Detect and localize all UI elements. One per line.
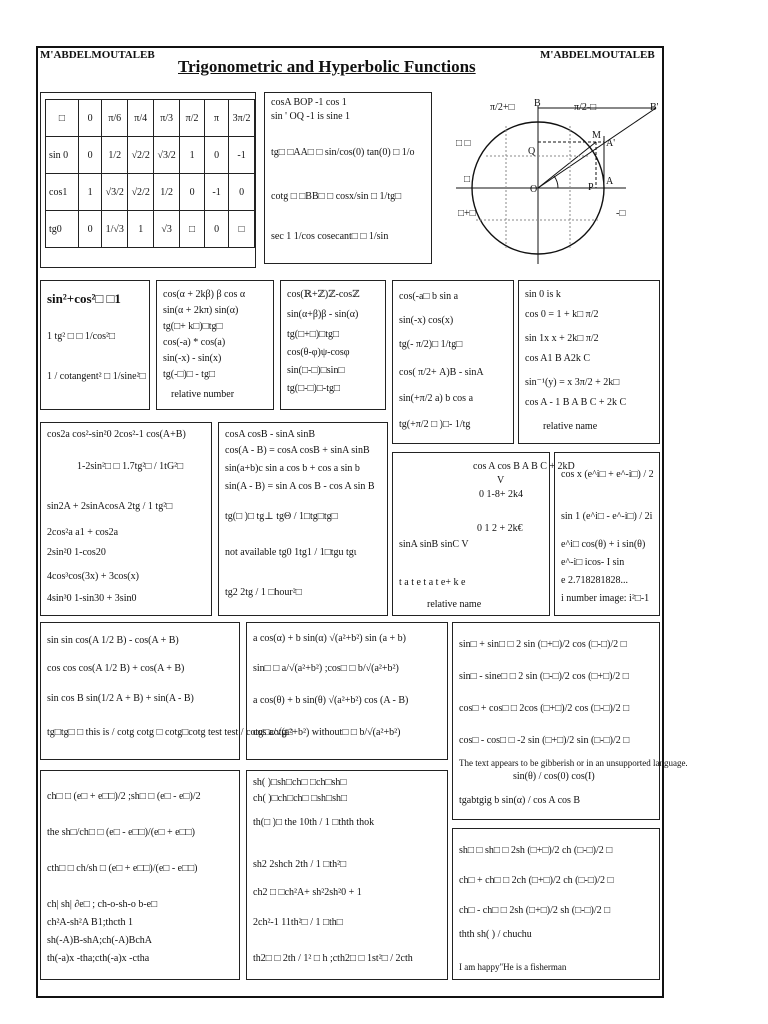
table-cell: 0 [78,100,101,137]
formula-line: ch²A-sh²A B1;thcth 1 [47,917,133,928]
table-cell: 3π/2 [229,100,255,137]
formula-line: tg(- π/2)□ 1/tg□ [399,339,463,350]
pythagorean-box [40,280,150,410]
formula-line: sin(-x) cos(x) [399,315,454,326]
formula-line: sec 1 1/cos cosecant□ □ 1/sin [271,231,389,242]
table-cell: □ [229,211,255,248]
formula-line: sin sin cos(A 1/2 B) - cos(A + B) [47,635,179,646]
formula-line: i number image: i²□-1 [561,593,650,604]
table-cell: tg0 [46,211,79,248]
formula-line: cos(-a□ b sin a [399,291,459,302]
table-cell: cos1 [46,174,79,211]
formula-line: tg(+π/2 □ )□- 1/tg [399,419,471,430]
shifts-box-2 [392,280,514,444]
euler-box [554,452,660,616]
formula-line: sin 1 (e^i□ - e^-i□) / 2i [561,511,653,522]
unit-circle-diagram [446,96,664,266]
formula-line: cosA cosB - sinA sinB [225,429,316,440]
table-cell: 1/2 [102,137,128,174]
formula-line: 4sin³0 1-sin30 + 3sin0 [47,593,137,604]
formula-line: thth sh( ) / chuchu [459,929,532,940]
formula-line: sin(A - B) = sin A cos B - cos A sin B [225,481,375,492]
author-left: M'ABDELMOUTALEB [40,49,155,61]
addition-box [218,422,388,616]
angle-arc [554,176,558,188]
table-cell: √3 [154,211,180,248]
circle-label: B [534,98,541,109]
formula-line: tg(□+ k□)□tg□ [163,321,223,332]
formula-line: sin□ □ a/√(a²+b²) ;cos□ □ b/√(a²+b²) [253,663,399,674]
circle-label: □ □ [456,138,471,149]
formula-line: relative name [427,599,482,610]
formula-line: cos 0 = 1 + k□ π/2 [525,309,599,320]
secant-line [538,108,656,188]
formula-line: tg(-□)□ - tg□ [163,369,215,380]
formula-line: relative name [543,421,598,432]
formula-line: sin(a+b)c sin a cos b + cos a sin b [225,463,360,474]
formula-line: sin(α+β)β - sin(α) [287,309,359,320]
formula-line: 4cos³cos(3x) + 3cos(x) [47,571,139,582]
hyperbolic-sum-box [452,828,660,980]
formula-line: cth□ □ ch/sh □ (e□ + e□□)/(e□ - e□□) [47,863,198,874]
formula-line: e 2.718281828... [561,575,628,586]
table-cell: sin 0 [46,137,79,174]
value-table-box [40,92,256,268]
table-cell: π/2 [180,100,205,137]
formula-line: ch□ □ (e□ + e□□)/2 ;sh□ □ (e□ - e□)/2 [47,791,201,802]
table-cell: -1 [229,137,255,174]
table-cell: -1 [205,174,229,211]
formula-line: cos A cos B A B C + 2kD [473,461,575,472]
formula-line: cos(-a) * cos(a) [163,337,226,348]
circle-label: A [606,176,614,187]
table-cell: 0 [180,174,205,211]
formula-line: th(-a)x -tha;cth(-a)x -ctha [47,953,150,964]
formula-line: cos A - 1 B A B C + 2k C [525,397,627,408]
formula-line: sin(θ) / cos(0) cos(I) [513,771,595,782]
formula-line: sin ' OQ -1 is sine 1 [271,111,351,122]
formula-line: ch2 □ □ch²A+ sh²2sh²0 + 1 [253,887,362,898]
formula-line: cos cos cos(A 1/2 B) + cos(A + B) [47,663,185,674]
table-cell: √2/2 [128,137,154,174]
formula-line: sh□ □ sh□ □ 2sh (□+□)/2 ch (□-□)/2 □ [459,845,613,856]
definitions-box [264,92,432,264]
formula-line: cosA BOP -1 cos 1 [271,97,347,108]
circle-label: π/2+□ [490,102,515,113]
table-cell: π [205,100,229,137]
formula-line: tg□tg□ □ this is / cotg cotg □ cotg□cotg test test / cotg□cotg□ [47,727,293,738]
formula-line: ch( )□ch□ch□ □sh□sh□ [253,793,347,804]
formula-line: 0 1 2 + 2k€ [477,523,523,534]
formula-line: cos A1 B A2k C [525,353,591,364]
table-cell: 0 [78,137,101,174]
formula-line: tg(□-□)□-tg□ [287,383,341,394]
formula-line: sin□ + sin□ □ 2 sin (□+□)/2 cos (□-□)/2 □ [459,639,627,650]
formula-line: cos(θ-φ)ψ-cosφ [287,347,350,358]
circle-label: M [592,130,601,141]
equations-box [518,280,660,444]
formula-line: cos(ℝ+ℤ)ℤ-cosℤ [287,289,360,300]
equations-box-2 [392,452,575,616]
circle-label: -□ [616,208,626,219]
table-cell: 1 [180,137,205,174]
formula-line: sin2A + 2sinAcosA 2tg / 1 tg²□ [47,501,173,512]
formula-line: 2cos²a a1 + cos2a [47,527,119,538]
formula-line: sin 0 is k [525,289,561,300]
formula-line: 0 1-8+ 2k4 [479,489,523,500]
formula-line: 1 tg² □ □ 1/cos²□ [47,331,116,342]
formula-line: a cos(α) + b sin(α) √(a²+b²) sin (a + b) [253,633,407,644]
formula-line: th(□ )□ the 10th / 1 □thth thok [253,817,375,828]
table-row [46,211,255,248]
formula-line: relative number [171,389,235,400]
circle-label: π/2-□ [574,102,597,113]
table-cell: 1 [128,211,154,248]
formula-line: cos x (e^i□ + e^-i□) / 2 [561,469,654,480]
table-cell: √3/2 [102,174,128,211]
formula-line: V [497,475,505,486]
value-table [45,99,255,248]
circle-label: B' [650,102,659,113]
formula-line: tg(□ )□ tg⊥ tgΘ / 1□tg□tg□ [225,511,338,522]
shifts-box-1 [280,280,386,410]
table-cell: 0 [205,137,229,174]
circle-label: A' [606,138,616,149]
double-angle-box [40,422,212,616]
formula-line: sinA sinB sinC V [399,539,469,550]
table-cell: 0 [78,211,101,248]
page-title: Trigonometric and Hyperbolic Functions [178,57,476,76]
formula-line: the sh□/ch□ □ (e□ - e□□)/(e□ + e□□) [47,827,196,838]
table-row [46,100,255,137]
formula-line: 2ch²-1 11th²□ / 1 □th□ [253,917,343,928]
formula-line: The text appears to be gibberish or in an unsupported language. [459,758,688,768]
product-to-sum-box [40,622,293,760]
table-cell: □ [180,211,205,248]
formula-line: sin²+cos²□ □1 [47,291,121,306]
formula-line: sin(+π/2 a) b cos a [399,393,474,404]
formula-line: cos□ + cos□ □ 2cos (□+□)/2 cos (□-□)/2 □ [459,703,630,714]
circle-label: P [588,182,594,193]
formula-line: sin(α + 2kπ) sin(α) [163,305,239,316]
formula-line: sin(□-□)□sin□ [287,365,345,376]
formula-line: sin 1x x + 2k□ π/2 [525,333,599,344]
table-cell: 0 [229,174,255,211]
formula-line: tg(□+□)□tg□ [287,329,340,340]
table-cell: √3/2 [154,137,180,174]
formula-line: 1-2sin²□ □ 1.7tg²□ / 1tG²□ [77,461,184,472]
formula-line: cos a/√(a²+b²) without□ □ b/√(a²+b²) [253,727,401,738]
table-cell: π/3 [154,100,180,137]
circle-label: Q [528,146,536,157]
unit-circle-svg [446,96,664,266]
table-cell: √2/2 [128,174,154,211]
formula-line: ch□ + ch□ □ 2ch (□+□)/2 ch (□-□)/2 □ [459,875,614,886]
formula-line: ch□ - ch□ □ 2sh (□+□)/2 sh (□-□)/2 □ [459,905,611,916]
formula-line: cos(α + 2kβ) β cos α [163,289,246,300]
formula-line: sh( )□sh□ch□ □ch□sh□ [253,777,347,788]
formula-line: tg□ □AA□ □ sin/cos(0) tan(0) □ 1/o [271,147,415,158]
formula-line: 2sin²0 1-cos20 [47,547,106,558]
formula-line: tgabtgig b sin(α) / cos A cos B [459,795,581,806]
formula-line: not available tg0 1tg1 / 1□tgu tgι [225,547,357,558]
formula-line: ch| sh| ∂e□ ; ch-o-sh-o b-e□ [47,899,158,910]
formula-line: tg2 2tg / 1 □hour²□ [225,587,302,598]
formula-line: e^i□ cos(θ) + i sin(θ) [561,539,646,550]
table-row [46,137,255,174]
formula-line: th2□ □ 2th / 1² □ h ;cth2□ □ 1st²□ / 2cth [253,953,413,964]
formula-line: sin⁻¹(y) = x 3π/2 + 2k□ [525,377,620,388]
formula-line: sh2 2shch 2th / 1 □th²□ [253,859,347,870]
formula-line: sin□ - sine□ □ 2 sin (□-□)/2 cos (□+□)/2 □ [459,671,629,682]
table-cell: 1/2 [154,174,180,211]
formula-line: cos(A - B) = cosA cosB + sinA sinB [225,445,370,456]
formula-line: cos( π/2+ A)B - sinA [399,367,484,378]
formula-line: sin cos B sin(1/2 A + B) + sin(A - B) [47,693,194,704]
table-cell: □ [46,100,79,137]
author-right: M'ABDELMOUTALEB [540,49,655,61]
circle-label: □+□ [458,208,476,219]
formula-line: e^-i□ icos- I sin [561,557,625,568]
circle-label: O [530,184,538,195]
table-cell: π/4 [128,100,154,137]
table-cell: 0 [205,211,229,248]
formula-line: cos□ - cos□ □ -2 sin (□+□)/2 sin (□-□)/2 □ [459,735,630,746]
sum-to-product-box [452,622,688,820]
formula-line: I am happy"He is a fisherman [459,962,567,972]
hyperbolic-definitions-box [40,770,240,980]
table-cell: 1 [78,174,101,211]
formula-line: cos2a cos²-sin²0 2cos²-1 cos(A+B) [47,429,186,440]
linear-combination-box [246,622,448,760]
formula-line: t a t e t a t e+ k e [399,577,466,588]
formula-line: a cos(θ) + b sin(θ) √(a²+b²) cos (A - B) [253,695,409,706]
hyperbolic-addition-box [246,770,448,980]
table-cell: 1/√3 [102,211,128,248]
formula-line: sin(-x) - sin(x) [163,353,222,364]
formula-line: cotg □ □BB□ □ cosx/sin □ 1/tg□ [271,191,402,202]
formula-line: sh(-A)B-shA;ch(-A)BchA [47,935,152,946]
table-row [46,174,255,211]
table-cell: π/6 [102,100,128,137]
periodicity-box [156,280,274,410]
circle-label: □ [464,174,471,185]
formula-line: 1 / cotangent² □ 1/sine²□ [47,371,146,382]
